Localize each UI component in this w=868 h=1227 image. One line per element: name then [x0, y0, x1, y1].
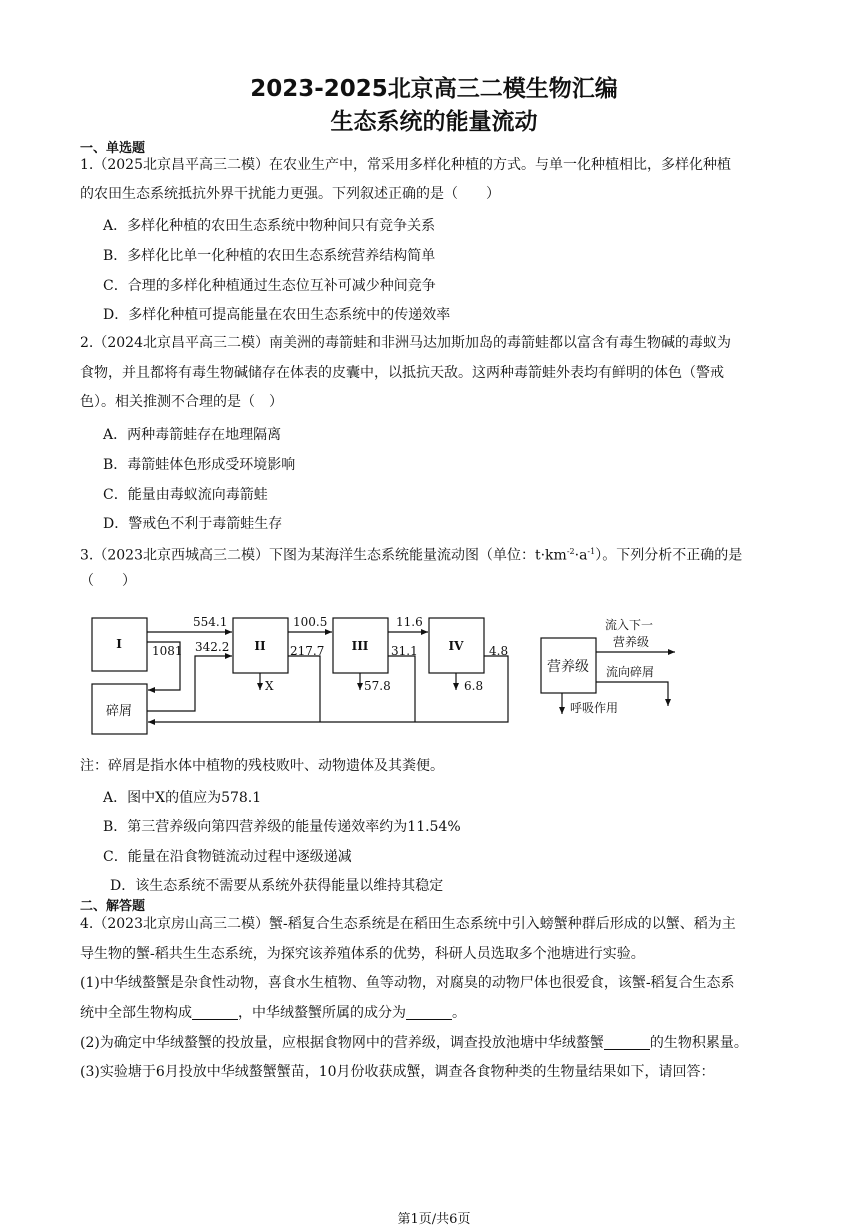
q2-option-c: C．能量由毒蚁流向毒箭蛙: [103, 487, 268, 503]
q4-part1-line2: [80, 1003, 466, 1023]
q2-stem-line2: 食物，并且都将有毒生物碱储存在体表的皮囊中，以抵抗天敌。这两种毒箭蛙外表均有鲜明的体色（警戒: [80, 365, 724, 381]
q1-stem-line1: 1.（2025北京昌平高三二模）在农业生产中，常采用多样化种植的方式。与单一化种植相比，多样化种植: [80, 157, 731, 173]
value-iv-to-detritus: 4.8: [489, 644, 509, 658]
q3-stem-tail: ）。下列分析不正确的是: [595, 547, 743, 564]
value-ii-to-iii: 100.5: [293, 615, 328, 629]
line-iii-to-detritus: [388, 656, 415, 722]
q3-option-c: C．能量在沿食物链流动过程中逐级递减: [103, 849, 352, 865]
q3-note: 注：碎屑是指水体中植物的残枝败叶、动物遗体及其粪便。: [80, 758, 444, 774]
q1-option-a: A．多样化种植的农田生态系统中物种间只有竞争关系: [103, 218, 436, 234]
section-heading-single: 一、单选题: [80, 141, 146, 156]
q4-part2: [80, 1033, 748, 1053]
legend-label-level: 营养级: [547, 659, 589, 675]
q1-stem-line2: 的农田生态系统抵抗外界干扰能力更强。下列叙述正确的是（ ）: [80, 186, 500, 202]
q4-part1-end: 。: [452, 1005, 466, 1021]
page-subtitle: 生态系统的能量流动: [330, 109, 538, 135]
q4-stem-line2: 导生物的蟹-稻共生生态系统，为探究该养殖体系的优势，科研人员选取多个池塘进行实验。: [80, 946, 645, 962]
q2-option-a: A．两种毒箭蛙存在地理隔离: [103, 427, 282, 443]
q3-stem-text: 3.（2023北京西城高三二模）下图为某海洋生态系统能量流动图（单位：t·km: [80, 547, 567, 564]
q4-part2-text: (2)为确定中华绒螯蟹的投放量，应根据食物网中的营养级，调查投放池塘中华绒螯蟹: [80, 1035, 604, 1051]
q2-option-d: D．警戒色不利于毒箭蛙生存: [103, 516, 283, 532]
q3-option-d: D．该生态系统不需要从系统外获得能量以维持其稳定: [110, 878, 444, 894]
value-detritus-to-ii: 342.2: [195, 640, 230, 654]
q2-stem-line1: 2.（2024北京昌平高三二模）南美洲的毒箭蛙和非洲马达加斯加岛的毒箭蛙都以富含有毒生物碱的毒蚁为: [80, 335, 731, 351]
legend-label-next-1: 流入下一: [605, 618, 654, 632]
value-i-to-detritus: 1081: [152, 644, 183, 658]
answer-blank-2[interactable]: [406, 1005, 452, 1020]
q4-stem-line1: 4.（2023北京房山高三二模）蟹-稻复合生态系统是在稻田生态系统中引入螃蟹种群后形成的以蟹、稻为主: [80, 916, 736, 932]
page-title: 2023-2025北京高三二模生物汇编: [250, 76, 618, 102]
arrow-detritus-to-ii: [147, 656, 232, 711]
arrow-iv-to-detritus: [148, 656, 508, 722]
label-level-iii: III: [351, 639, 369, 653]
value-ii-respiration: X: [265, 679, 274, 693]
q3-unit-mid: ·a: [574, 547, 588, 564]
value-iii-respiration: 57.8: [364, 679, 391, 693]
legend-label-respiration: 呼吸作用: [570, 701, 619, 715]
q3-option-a: A．图中X的值应为578.1: [103, 790, 262, 806]
label-detritus: 碎屑: [105, 704, 133, 719]
q2-option-b: B．毒箭蛙体色形成受环境影响: [103, 457, 296, 473]
q4-part1-mid: ，中华绒螯蟹所属的成分为: [238, 1005, 406, 1021]
value-iii-to-iv: 11.6: [396, 615, 423, 629]
answer-blank-3[interactable]: [604, 1035, 650, 1050]
q3-unit-exp1: -2: [566, 547, 575, 556]
value-ii-to-detritus: 217.7: [290, 644, 325, 658]
q4-part2-end: 的生物积累量。: [649, 1035, 748, 1051]
q3-stem-line2: （ ）: [80, 573, 136, 589]
q1-option-c: C．合理的多样化种植通过生态位互补可减少种间竞争: [103, 278, 436, 294]
q4-part3: (3)实验塘于6月投放中华绒螯蟹蟹苗，10月份收获成蟹，调查各食物种类的生物量结果如下，请回答：: [80, 1064, 715, 1080]
q3-option-b: B．第三营养级向第四营养级的能量传递效率约为11.54%: [103, 819, 461, 835]
q3-unit-exp2: -1: [587, 547, 596, 556]
label-level-i: I: [116, 637, 122, 651]
value-iv-respiration: 6.8: [464, 679, 484, 693]
q2-stem-line3: 色）。相关推测不合理的是（ ）: [80, 394, 283, 410]
legend-label-detritus: 流向碎屑: [606, 665, 655, 679]
legend-label-next-2: 营养级: [613, 635, 650, 649]
q4-part1-text: 统中全部生物构成: [80, 1005, 192, 1021]
value-iii-to-detritus: 31.1: [391, 644, 418, 658]
section-heading-answer: 二、解答题: [80, 899, 146, 914]
page-number: 第1页/共6页: [397, 1212, 471, 1227]
label-level-ii: II: [254, 639, 266, 653]
value-i-to-ii: 554.1: [193, 615, 228, 629]
q4-part1-line1: (1)中华绒螯蟹是杂食性动物，喜食水生植物、鱼等动物，对腐臭的动物尸体也很爱食，该蟹-稻复合生态系: [80, 975, 735, 991]
answer-blank-1[interactable]: [192, 1005, 238, 1020]
q1-option-b: B．多样化比单一化种植的农田生态系统营养结构简单: [103, 248, 436, 264]
label-level-iv: IV: [448, 639, 464, 653]
q3-stem-line1: [80, 542, 742, 566]
q1-option-d: D．多样化种植可提高能量在农田生态系统中的传递效率: [103, 307, 451, 323]
line-ii-to-detritus: [288, 656, 320, 722]
energy-flow-diagram: [80, 604, 700, 744]
